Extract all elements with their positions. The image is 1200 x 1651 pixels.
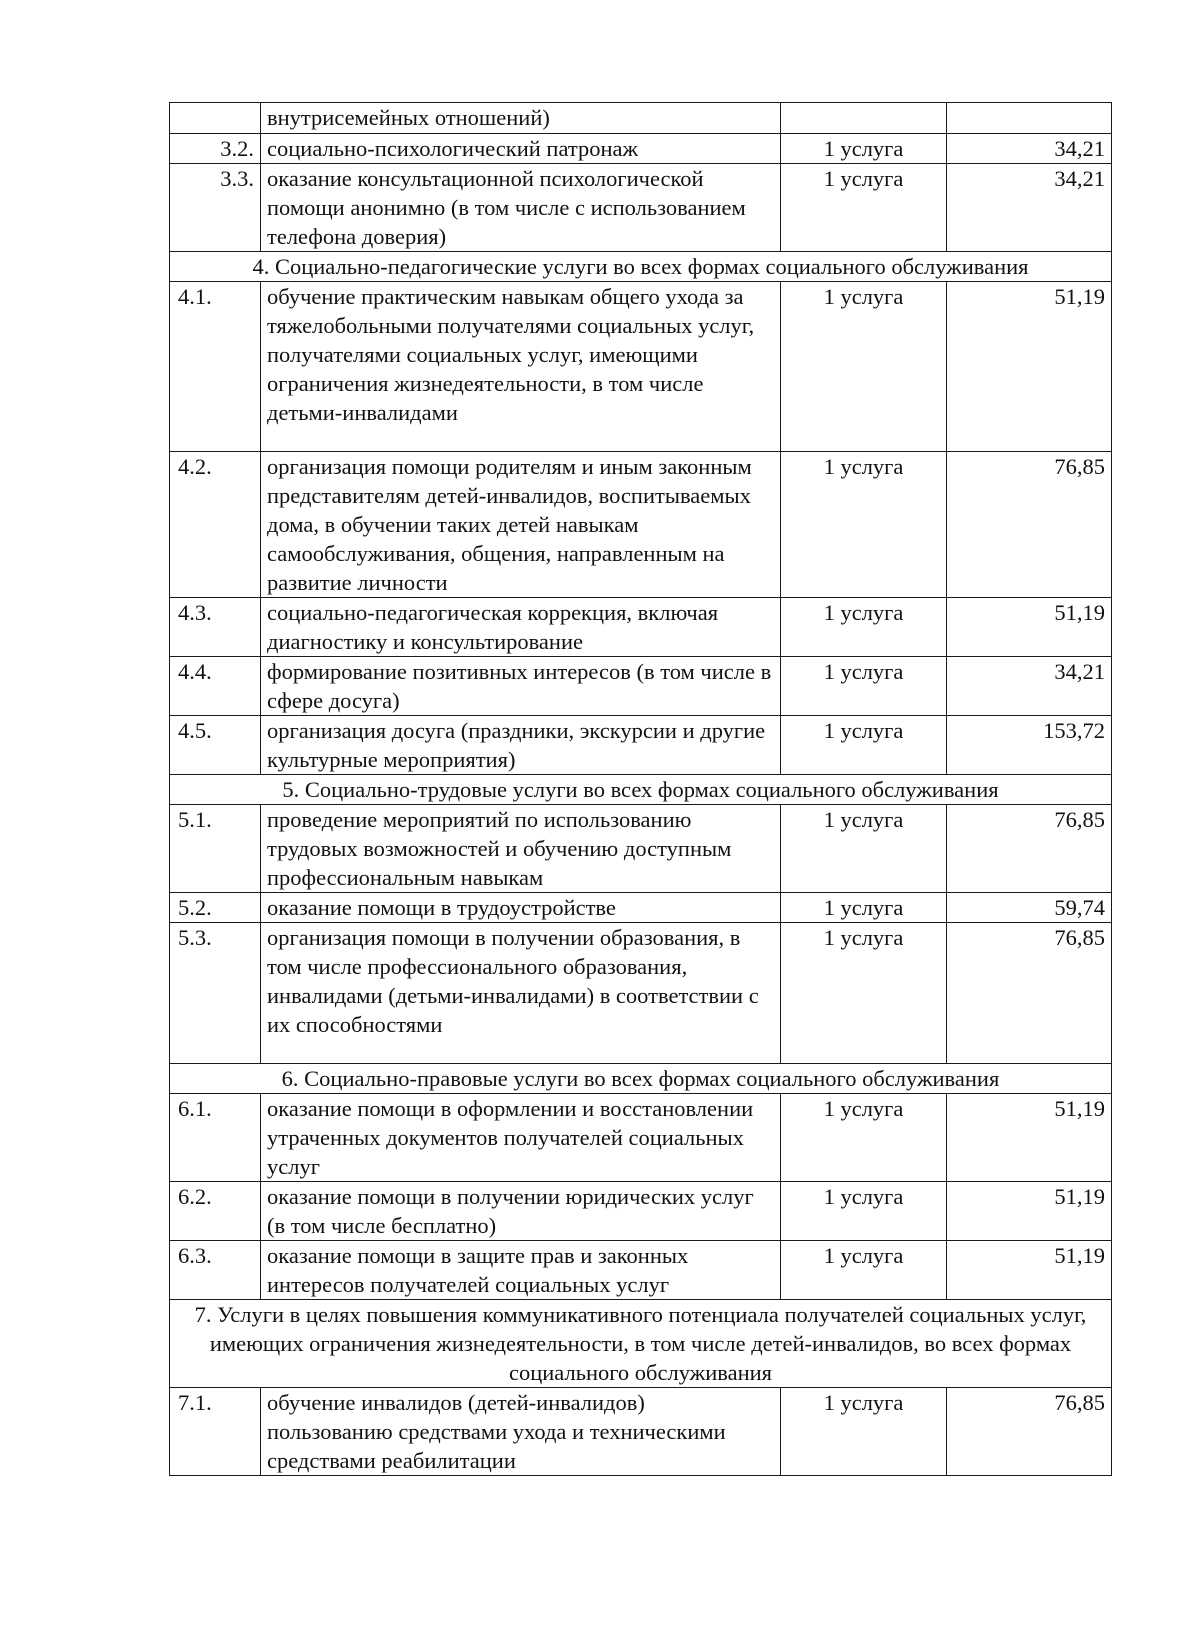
service-number: 5.2. <box>170 893 261 923</box>
service-description: обучение практическим навыкам общего ухода за тяжелобольными получателями социальных услуг, получателями социальных услуг, имеющими ограничения жизнедеятельности, в том числе детьми-инвалидами <box>261 282 781 452</box>
service-description: проведение мероприятий по использованию трудовых возможностей и обучению доступным профессиональным навыкам <box>261 805 781 893</box>
service-number: 4.5. <box>170 716 261 775</box>
service-price: 153,72 <box>947 716 1112 775</box>
service-description: организация досуга (праздники, экскурсии и другие культурные мероприятия) <box>261 716 781 775</box>
service-unit: 1 услуга <box>781 1241 947 1300</box>
service-price: 76,85 <box>947 452 1112 598</box>
service-description: обучение инвалидов (детей-инвалидов) пользованию средствами ухода и техническими средствами реабилитации <box>261 1388 781 1476</box>
service-description: формирование позитивных интересов (в том числе в сфере досуга) <box>261 657 781 716</box>
service-number: 3.3. <box>170 164 261 252</box>
service-row <box>170 716 1112 775</box>
tariff-table <box>169 102 1112 1476</box>
service-number: 4.4. <box>170 657 261 716</box>
service-row <box>170 164 1112 252</box>
service-row <box>170 282 1112 452</box>
service-number: 3.2. <box>170 134 261 164</box>
service-description: социально-психологический патронаж <box>261 134 781 164</box>
service-number: 5.1. <box>170 805 261 893</box>
service-description: организация помощи родителям и иным законным представителям детей-инвалидов, воспитываемых дома, в обучении таких детей навыкам самообслуживания, общения, направленным на развитие личности <box>261 452 781 598</box>
service-row <box>170 1241 1112 1300</box>
service-price: 51,19 <box>947 1241 1112 1300</box>
service-unit: 1 услуга <box>781 598 947 657</box>
section-header-row <box>170 1300 1112 1388</box>
service-number: 6.1. <box>170 1094 261 1182</box>
section-title: 4. Социально-педагогические услуги во всех формах социального обслуживания <box>170 252 1112 282</box>
service-unit: 1 услуга <box>781 923 947 1064</box>
service-price <box>947 103 1112 134</box>
service-number: 4.1. <box>170 282 261 452</box>
service-unit: 1 услуга <box>781 716 947 775</box>
service-price: 34,21 <box>947 657 1112 716</box>
service-number: 6.2. <box>170 1182 261 1241</box>
service-row <box>170 1094 1112 1182</box>
service-row <box>170 1182 1112 1241</box>
service-unit: 1 услуга <box>781 657 947 716</box>
service-unit: 1 услуга <box>781 134 947 164</box>
service-description: оказание помощи в оформлении и восстановлении утраченных документов получателей социальных услуг <box>261 1094 781 1182</box>
service-description: организация помощи в получении образования, в том числе профессионального образования, инвалидами (детьми-инвалидами) в соответствии с их способностями <box>261 923 781 1064</box>
service-price: 51,19 <box>947 1182 1112 1241</box>
service-description: оказание помощи в защите прав и законных интересов получателей социальных услуг <box>261 1241 781 1300</box>
service-unit: 1 услуга <box>781 164 947 252</box>
service-number: 4.3. <box>170 598 261 657</box>
section-header-row <box>170 252 1112 282</box>
service-number: 6.3. <box>170 1241 261 1300</box>
section-title: 6. Социально-правовые услуги во всех формах социального обслуживания <box>170 1064 1112 1094</box>
service-unit: 1 услуга <box>781 1094 947 1182</box>
service-price: 76,85 <box>947 805 1112 893</box>
service-row <box>170 134 1112 164</box>
service-description: оказание помощи в получении юридических услуг (в том числе бесплатно) <box>261 1182 781 1241</box>
service-description: внутрисемейных отношений) <box>261 103 781 134</box>
service-row <box>170 103 1112 134</box>
service-description: оказание помощи в трудоустройстве <box>261 893 781 923</box>
service-unit <box>781 103 947 134</box>
service-number: 4.2. <box>170 452 261 598</box>
service-unit: 1 услуга <box>781 893 947 923</box>
service-description: оказание консультационной психологической помощи анонимно (в том числе с использованием телефона доверия) <box>261 164 781 252</box>
service-price: 51,19 <box>947 282 1112 452</box>
section-header-row <box>170 775 1112 805</box>
tariff-table-body <box>170 103 1112 1476</box>
service-row <box>170 598 1112 657</box>
service-price: 59,74 <box>947 893 1112 923</box>
service-unit: 1 услуга <box>781 452 947 598</box>
section-header-row <box>170 1064 1112 1094</box>
service-price: 34,21 <box>947 134 1112 164</box>
service-row <box>170 657 1112 716</box>
service-number: 5.3. <box>170 923 261 1064</box>
service-unit: 1 услуга <box>781 1388 947 1476</box>
service-price: 76,85 <box>947 1388 1112 1476</box>
service-unit: 1 услуга <box>781 1182 947 1241</box>
service-row <box>170 923 1112 1064</box>
service-unit: 1 услуга <box>781 805 947 893</box>
service-price: 34,21 <box>947 164 1112 252</box>
service-row <box>170 893 1112 923</box>
service-number: 7.1. <box>170 1388 261 1476</box>
section-title: 7. Услуги в целях повышения коммуникативного потенциала получателей социальных услуг, имеющих ограничения жизнедеятельности, в том числе детей-инвалидов, во всех формах социального обслуживания <box>170 1300 1112 1388</box>
service-description: социально-педагогическая коррекция, включая диагностику и консультирование <box>261 598 781 657</box>
service-number <box>170 103 261 134</box>
service-price: 76,85 <box>947 923 1112 1064</box>
section-title: 5. Социально-трудовые услуги во всех формах социального обслуживания <box>170 775 1112 805</box>
service-row <box>170 805 1112 893</box>
service-row <box>170 452 1112 598</box>
service-price: 51,19 <box>947 1094 1112 1182</box>
service-price: 51,19 <box>947 598 1112 657</box>
service-row <box>170 1388 1112 1476</box>
service-unit: 1 услуга <box>781 282 947 452</box>
